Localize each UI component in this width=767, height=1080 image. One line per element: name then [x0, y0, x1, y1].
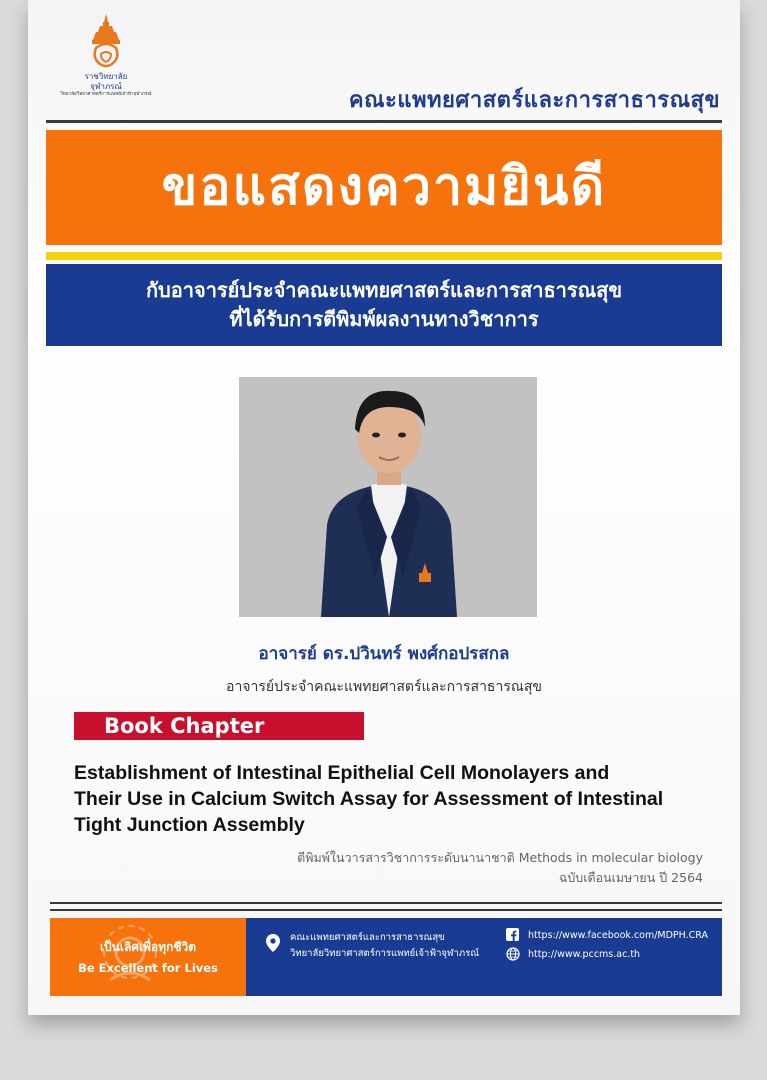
website-link[interactable]: http://www.pccms.ac.th	[528, 949, 641, 960]
yellow-divider	[46, 252, 722, 260]
portrait-photo	[239, 377, 537, 617]
logo-text-line2: จุฬาภรณ์	[90, 82, 122, 91]
footer-contact-panel	[246, 918, 722, 996]
publication-type-tag: Book Chapter	[74, 712, 364, 740]
footer-divider-bottom	[50, 909, 722, 911]
footer-motto-panel	[50, 918, 246, 996]
congratulations-banner: ขอแสดงความยินดี	[46, 130, 722, 245]
publication-title	[74, 760, 724, 838]
subtitle-line1: กับอาจารย์ประจำคณะแพทยศาสตร์และการสาธารณสุข	[145, 278, 623, 302]
college-logo	[50, 14, 162, 110]
motto-thai: เป็นเลิศเพื่อทุกชีวิต	[99, 940, 197, 954]
person-name: อาจารย์ ดร.ปวินทร์ พงศ์กอปรสกล	[258, 644, 510, 664]
facebook-link[interactable]: https://www.facebook.com/MDPH.CRA	[528, 930, 708, 941]
subtitle-banner	[46, 264, 722, 346]
publication-venue: ตีพิมพ์ในวารสารวิชาการระดับนานาชาติ Methods in molecular biology	[297, 850, 703, 865]
motif-icon	[90, 922, 170, 992]
location-pin-icon	[266, 934, 280, 952]
globe-icon	[506, 947, 520, 961]
facebook-icon	[506, 928, 519, 941]
logo-text-line3: วิทยาลัยวิทยาศาสตร์การแพทย์เจ้าฟ้าจุฬาภรณ์	[60, 92, 152, 97]
publication-title-line: Establishment of Intestinal Epithelial Cell Monolayers and	[74, 762, 610, 784]
portrait-illustration	[239, 377, 537, 617]
publication-title-line: Tight Junction Assembly	[74, 814, 305, 836]
logo-text-line1: ราชวิทยาลัย	[84, 72, 128, 81]
address-line2: วิทยาลัยวิทยาศาสตร์การแพทย์เจ้าฟ้าจุฬาภรณ์	[290, 948, 480, 959]
address-line1: คณะแพทยศาสตร์และการสาธารณสุข	[290, 932, 445, 943]
subtitle-line2: ที่ได้รับการตีพิมพ์ผลงานทางวิชาการ	[229, 307, 539, 331]
poster	[28, 0, 740, 1015]
publication-issue: ฉบับเดือนเมษายน ปี 2564	[558, 870, 703, 885]
motto-english: Be Excellent for Lives	[78, 961, 218, 975]
faculty-heading: คณะแพทยศาสตร์และการสาธารณสุข	[348, 88, 720, 113]
person-position: อาจารย์ประจำคณะแพทยศาสตร์และการสาธารณสุข	[226, 679, 542, 695]
header-divider	[46, 120, 722, 123]
publication-title-line: Their Use in Calcium Switch Assay for Assessment of Intestinal	[74, 788, 664, 810]
footer-divider-top	[50, 902, 722, 904]
college-emblem-icon	[86, 14, 126, 72]
